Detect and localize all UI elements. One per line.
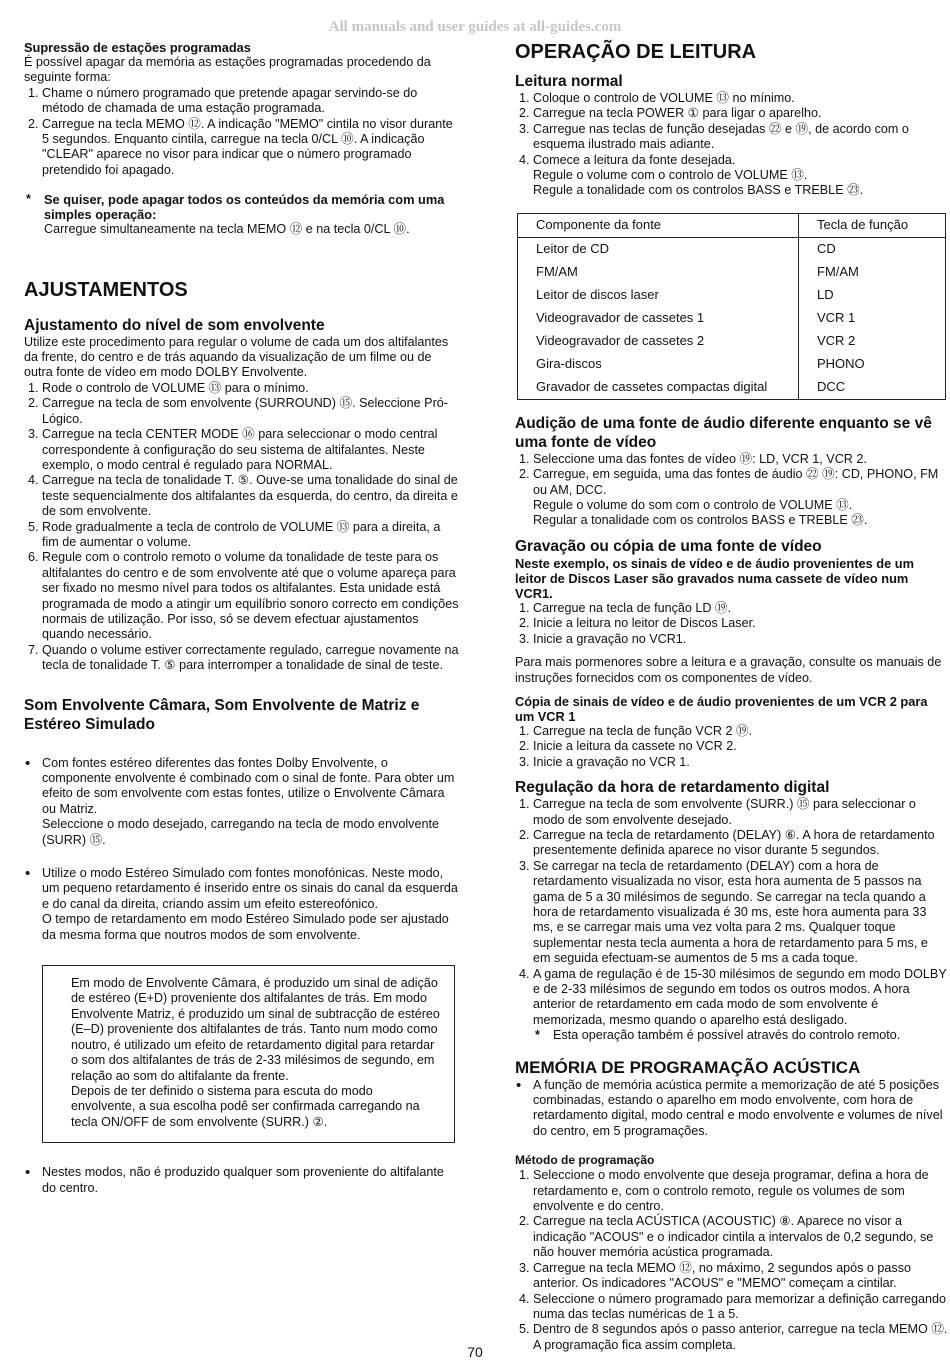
list-item: 1. Coloque o controlo de VOLUME ⑬ no mínimo. xyxy=(533,91,948,106)
list-item: 1. Carregue na tecla de som envolvente (SURR.) ⑮ para seleccionar o modo de som envolvente desejado. xyxy=(533,797,948,828)
step-text: Regular a tonalidade com os controlos BASS e TREBLE ㉓. xyxy=(533,513,868,528)
list-item: 3. Carregue na tecla CENTER MODE ⑯ para seleccionar o modo central correspondente à configuração do seu sistema de altifalantes. Neste exemplo, o modo central é regulado para NORMAL. xyxy=(42,427,459,473)
list-item: 1. Carregue na tecla de função LD ⑲. xyxy=(533,601,948,616)
list-item xyxy=(533,153,948,199)
table-cell: Videogravador de cassetes 2 xyxy=(518,330,799,353)
list-item: 2. Inicie a leitura no leitor de Discos Laser. xyxy=(533,616,948,631)
paragraph: Em modo de Envolvente Câmara, é produzido um sinal de adição de estéreo (E+D) proveniente dos altifalantes de trás. Em modo Envolvente Matriz, é produzido um sinal de subtracção de estéreo (E–D) proveniente dos altifalantes de trás. Tanto num modo como noutro, é utilizado um efeito de retardamento digital para retardar o som dos altifalantes de trás de 2-33 milésimos de segundo, em relação ao som do altifalante da frente. xyxy=(71,976,440,1083)
list-item: 4. Carregue na tecla de tonalidade T. ⑤. Ouve-se uma tonalidade do sinal de teste sequencialmente dos altifalantes da esquerda, do centro, da direita e de som envolvente. xyxy=(42,473,459,519)
subsection-title: Gravação ou cópia de uma fonte de vídeo xyxy=(515,537,822,555)
note-text: Esta operação também é possível através do controlo remoto. xyxy=(553,1028,901,1043)
page-number: 70 xyxy=(467,1344,483,1360)
table-row xyxy=(518,261,946,284)
paragraph: Utilize este procedimento para regular o volume de cada um dos altifalantes da frente, do centro e de trás aquando da visualização de um filme ou de outra fonte de vídeo em modo DOLBY Envolvente. xyxy=(24,334,449,380)
table-cell: Leitor de CD xyxy=(518,237,799,261)
list-item xyxy=(42,756,459,848)
table-row xyxy=(518,237,946,261)
paragraph: • Utilize o modo Estéreo Simulado com fontes monofónicas. Neste modo, um pequeno retardamento é inserido entre os sinais do canal da esquerda e do canal da direita, criando assim um efeito estereofónico. xyxy=(42,866,458,911)
bold-intro: Neste exemplo, os sinais de vídeo e de áudio provenientes de um leitor de Discos Laser são gravados numa cassete de vídeo num VCR1. xyxy=(515,555,914,601)
list-item: 3. Carregue na tecla MEMO ⑫, no máximo, 2 segundos após o passo anterior. Os indicadores "ACOUS" e "MEMO" começam a cintilar. xyxy=(533,1261,948,1292)
list-item: 6. Regule com o controlo remoto o volume da tonalidade de teste para os altifalantes do centro e de som envolvente até que o volume apareça para ser fixado no mesmo nível para todos os altifalantes. Esta unidade está programada de modo a atingir um equilíbrio sonoro correcto em condições normais de utilização. Por isso, só se devem efectuar ajustamentos quando necessário. xyxy=(42,550,459,642)
list-item: 7. Quando o volume estiver correctamente regulado, carregue novamente na tecla de tonalidade T. ⑤ para interromper a tonalidade de sinal de teste. xyxy=(42,643,459,674)
table-row xyxy=(518,376,946,400)
table-row xyxy=(518,353,946,376)
paragraph: É possível apagar da memória as estações programadas procedendo da seguinte forma: xyxy=(24,55,431,85)
list-item: 5. Rode gradualmente a tecla de controlo de VOLUME ⑬ para a direita, a fim de aumentar o volume. xyxy=(42,520,459,551)
table-cell: CD xyxy=(817,241,836,257)
list-item: 2. Carregue na tecla de som envolvente (SURROUND) ⑮. Seleccione Pró-Lógico. xyxy=(42,396,459,427)
list-item xyxy=(533,967,948,1044)
subsection-title: Leitura normal xyxy=(515,73,623,90)
paragraph: Depois de ter definido o sistema para escuta do modo envolvente, a sua escolha podê ser confirmada carregando na tecla ON/OFF de som envolvente (SURR.) ②. xyxy=(71,1083,420,1129)
table-row xyxy=(518,307,946,330)
step-list xyxy=(24,381,459,674)
step-text: A gama de regulação é de 15-30 milésimos de segundo em modo DOLBY e de 2-33 milésimos de segundo em todos os outros modos. A hora anterior de retardamento em cada modo de som envolvente é memorizada, mesmo quando o aparelho está desligado. xyxy=(533,966,947,1027)
list-item: 2. Carregue na tecla MEMO ⑫. A indicação "MEMO" cintila no visor durante 5 segundos. Enquanto cintila, carregue na tecla 0/CL ⑩. A indicação "CLEAR" aparece no visor para indicar que o número programado pretendido foi apagado. xyxy=(42,117,459,179)
list-item xyxy=(533,467,948,529)
table-cell: VCR 1 xyxy=(817,310,856,326)
list-item: 1. Carregue na tecla de função VCR 2 ⑲. xyxy=(533,724,948,739)
step-text: Comece a leitura da fonte desejada. xyxy=(533,152,736,167)
section-title-playback: OPERAÇÃO DE LEITURA xyxy=(515,41,757,63)
note-text: Carregue simultaneamente na tecla MEMO ⑫ e na tecla 0/CL ⑩. xyxy=(44,222,410,237)
table-cell: FM/AM xyxy=(817,264,859,280)
paragraph: Seleccione o modo desejado, carregando na tecla de modo envolvente (SURR) ⑮. xyxy=(42,817,439,847)
list-item: 3. Carregue nas teclas de função desejadas ㉒ e ⑲, de acordo com o esquema ilustrado mais adiante. xyxy=(533,122,948,153)
watermark: All manuals and user guides at all-guides.com xyxy=(328,19,622,35)
list-item: 3. Inicie a gravação no VCR1. xyxy=(533,632,948,647)
table-row xyxy=(518,284,946,307)
table-header: Tecla de função xyxy=(799,213,946,237)
list-item xyxy=(42,866,459,943)
subsection-title: Audição de uma fonte de áudio diferente enquanto se vê uma fonte de vídeo xyxy=(515,414,932,451)
list-item: 1. Rode o controlo de VOLUME ⑬ para o mínimo. xyxy=(42,381,459,396)
list-item: 1. Chame o número programado que pretende apagar servindo-se do método de chamada de uma estação programada. xyxy=(42,86,459,117)
list-item: 4. Seleccione o número programado para memorizar a definição carregando numa das teclas numéricas de 1 a 5. xyxy=(533,1292,948,1323)
note xyxy=(533,1028,948,1043)
table-header-row xyxy=(518,213,946,237)
paragraph: Para mais pormenores sobre a leitura e a gravação, consulte os manuais de instruções fornecidos com os componentes de vídeo. xyxy=(515,655,942,685)
step-text: Regule o volume do som com o controlo de VOLUME ⑬. xyxy=(533,498,853,513)
right-column xyxy=(515,40,948,1353)
paragraph: • Com fontes estéreo diferentes das fontes Dolby Envolvente, o componente envolvente é combinado com o sinal de fonte. Para obter um efeito de som envolvente com estas fontes, utilize o Envolvente Câmara ou Matriz. xyxy=(42,755,455,816)
table-cell: Gravador de cassetes compactas digital xyxy=(518,376,799,400)
step-list xyxy=(24,86,459,178)
subsection-title: Som Envolvente Câmara, Som Envolvente de Matriz e Estéreo Simulado xyxy=(24,696,420,733)
subsection-title: Ajustamento do nível de som envolvente xyxy=(24,316,325,334)
subsection-title-small: Cópia de sinais de vídeo e de áudio provenientes de um VCR 2 para um VCR 1 xyxy=(515,693,928,724)
list-item: 2. Carregue na tecla ACÚSTICA (ACOUSTIC) ⑧. Aparece no visor a indicação "ACOUS" e o indicador cintila a intervalos de 0,2 segundo, se não houver memória acústica programada. xyxy=(533,1214,948,1260)
step-list xyxy=(515,724,948,770)
table-header: Componente da fonte xyxy=(518,213,799,237)
list-item: 5. Dentro de 8 segundos após o passo anterior, carregue na tecla MEMO ⑫. A programação fica assim completa. xyxy=(533,1322,948,1353)
section-title-delete-presets: Supressão de estações programadas xyxy=(24,40,251,55)
list-item: 2. Inicie a leitura da cassete no VCR 2. xyxy=(533,739,948,754)
step-list xyxy=(515,452,948,529)
list-item: 1. Seleccione uma das fontes de vídeo ⑲: LD, VCR 1, VCR 2. xyxy=(533,452,948,467)
left-column xyxy=(24,40,459,1196)
paragraph: O tempo de retardamento em modo Estéreo Simulado pode ser ajustado da mesma forma que noutros modos de som envolvente. xyxy=(42,912,449,942)
step-list xyxy=(515,797,948,1044)
list-item: • A função de memória acústica permite a memorização de até 5 posições combinadas, estando o aparelho em modo envolvente, com hora de retardamento digital, modo central e modo envolvente e volumes de nível do centro, em 5 programações. xyxy=(533,1078,948,1140)
list-item: 1. Seleccione o modo envolvente que deseja programar, defina a hora de retardamento e, com o controlo remoto, regule os volumes de som envolvente e do centro. xyxy=(533,1168,948,1214)
table-cell: VCR 2 xyxy=(817,333,856,349)
table-cell: Gira-discos xyxy=(518,353,799,376)
step-text: Carregue, em seguida, uma das fontes de áudio ㉒ ⑲: CD, PHONO, FM ou AM, DCC. xyxy=(533,467,939,497)
table-cell: FM/AM xyxy=(518,261,799,284)
bullet-list xyxy=(24,756,459,943)
subsection-title: Regulação da hora de retardamento digital xyxy=(515,779,830,797)
table-cell: Videogravador de cassetes 1 xyxy=(518,307,799,330)
note xyxy=(24,192,459,237)
step-text: Regule o volume com o controlo de VOLUME ⑬. xyxy=(533,168,808,183)
bullet-list xyxy=(515,1078,948,1140)
list-item: 2. Carregue na tecla POWER ① para ligar o aparelho. xyxy=(533,106,948,121)
section-title-acoustic-memory: MEMÓRIA DE PROGRAMAÇÃO ACÚSTICA xyxy=(515,1057,861,1077)
table-cell: LD xyxy=(817,287,834,303)
step-list xyxy=(515,1168,948,1353)
step-list xyxy=(515,601,948,647)
info-box xyxy=(42,965,455,1143)
table-cell: DCC xyxy=(817,379,846,395)
table-row xyxy=(518,330,946,353)
list-item: • Nestes modos, não é produzido qualquer som proveniente do altifalante do centro. xyxy=(42,1165,459,1196)
table-cell: Leitor de discos laser xyxy=(518,284,799,307)
note-title: * Se quiser, pode apagar todos os conteúdos da memória com uma simples operação: xyxy=(44,192,445,223)
list-item: 2. Carregue na tecla de retardamento (DELAY) ⑥. A hora de retardamento presentemente definida aparece no visor durante 5 segundos. xyxy=(533,828,948,859)
subsection-title-small: Método de programação xyxy=(515,1153,655,1168)
list-item: 3. Se carregar na tecla de retardamento (DELAY) com a hora de retardamento visualizada no visor, esta hora aumenta de 5 passos na gama de 5 a 30 milésimos de segundo. Se carregar na tecla quando a hora de retardamento visualizada é 30 ms, este hora aumenta para 33 ms, e se carregar mais uma vez volta para 2 ms. Qualquer toque suplementar nesta tecla aumenta a hora de retardamento para 5 ms, e em seguida efectuam-se aumentos de 5 ms a cada toque. xyxy=(533,859,948,967)
table-cell: PHONO xyxy=(817,356,865,372)
section-title-adjustments: AJUSTAMENTOS xyxy=(24,278,188,301)
step-text: Regule a tonalidade com os controlos BASS e TREBLE ㉓. xyxy=(533,183,864,198)
step-list xyxy=(515,91,948,199)
source-function-table xyxy=(517,213,946,400)
list-item: 3. Inicie a gravação no VCR 1. xyxy=(533,755,948,770)
bullet-list xyxy=(24,1165,459,1196)
